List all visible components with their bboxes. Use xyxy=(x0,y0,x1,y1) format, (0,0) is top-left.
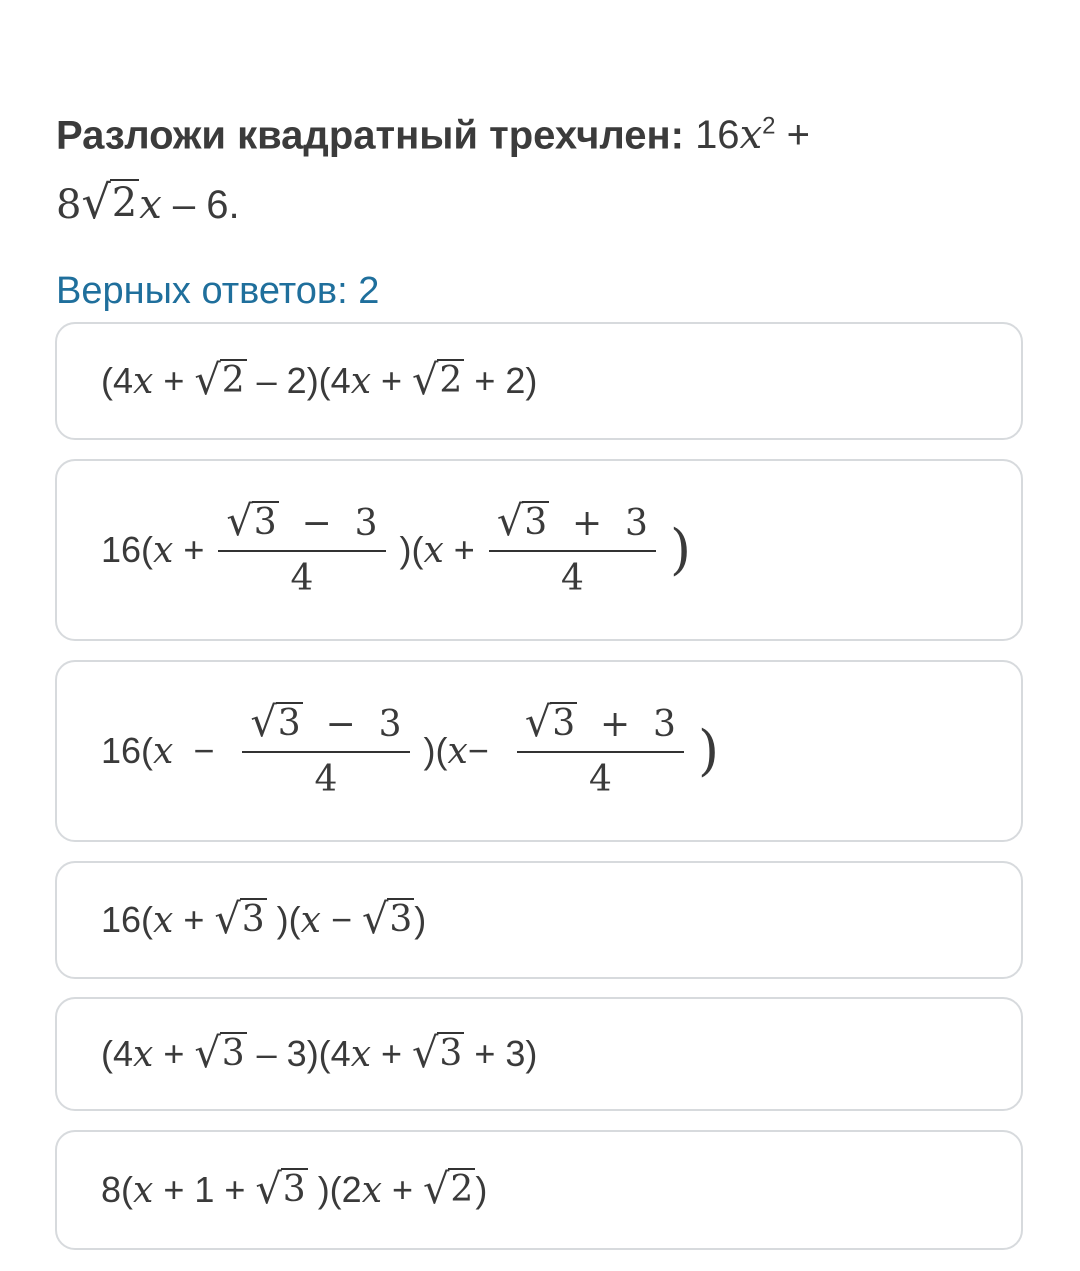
answer-option-5[interactable] xyxy=(55,997,1023,1111)
question-expression: $16x^2$ + 8 √ 2 x – 6. xyxy=(56,112,810,230)
answer-option-6[interactable] xyxy=(55,1130,1023,1250)
option-2-formula: 16( x + √ 3 − 3 4 )( x + √ 3 + 3 4 ) xyxy=(101,497,692,600)
option-5-formula: (4x + √ 3 – 3)(4x + √ 3 + 3) xyxy=(101,1028,538,1077)
option-6-formula: 8(x + 1 + √ 3 )(2x + √ 2 ) xyxy=(101,1164,488,1213)
answer-option-4[interactable] xyxy=(55,861,1023,979)
question-text xyxy=(56,92,1016,240)
option-4-formula: 16(x + √ 3 )(x − √ 3 ) xyxy=(101,894,427,943)
correct-answers-count: Верных ответов: 2 xyxy=(56,270,380,312)
answer-option-2[interactable] xyxy=(55,459,1023,641)
answer-option-3[interactable] xyxy=(55,660,1023,842)
option-3-formula: 16( x − √ 3 − 3 4 )( x − √ 3 + 3 4 ) xyxy=(101,698,720,801)
question-label: Разложи квадратный трехчлен: xyxy=(56,113,684,158)
option-1-formula: (4x + √ 2 – 2)(4x + √ 2 + 2) xyxy=(101,355,538,404)
answer-option-1[interactable] xyxy=(55,322,1023,440)
